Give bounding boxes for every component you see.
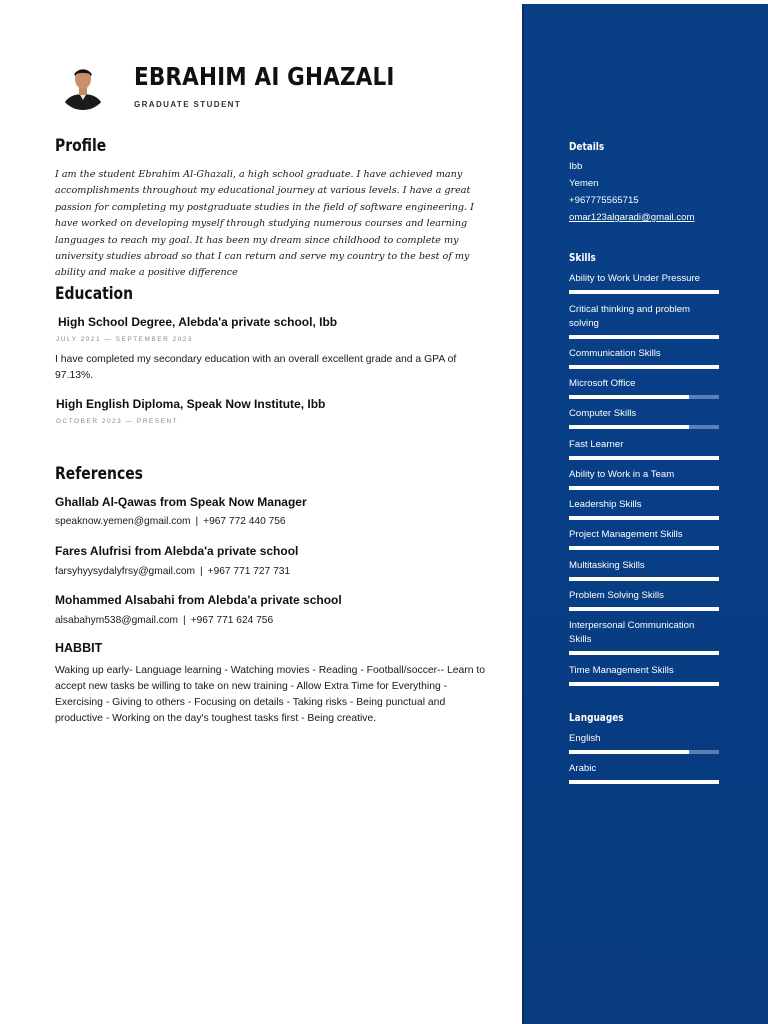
skill-label: Fast Learner [569,439,624,450]
person-photo-icon [58,60,108,110]
skill-label: Computer Skills [569,408,637,419]
skill-level-bar [569,516,719,520]
education-heading: Education [55,284,134,304]
details-country: Yemen [569,178,599,189]
skill-item [569,589,719,611]
skill-item [569,619,719,655]
language-level-fill [569,780,719,784]
skill-item [569,377,719,399]
separator: | [195,516,199,527]
education-item-title: High School Degree, Alebda'a private school, Ibb [58,315,338,329]
skill-label: Interpersonal Communication Skills [569,620,695,645]
language-level-fill [569,750,689,754]
profile-heading: Profile [55,136,107,156]
details-city: Ibb [569,161,583,172]
skill-level-bar [569,486,719,490]
skill-level-bar [569,577,719,581]
skill-label: Communication Skills [569,348,661,359]
reference-contact [55,516,286,527]
skill-item [569,303,719,339]
skill-level-bar [569,607,719,611]
language-item [569,732,719,754]
skills-heading: Skills [569,252,596,264]
reference-name: Mohammed Alsabahi from Alebda'a private school [55,593,342,607]
reference-email[interactable]: farsyhyysydalyfrsy@gmail.com [55,566,195,577]
skill-level-fill [569,577,719,581]
separator: | [199,566,203,577]
skill-item [569,664,719,686]
skill-label: Leadership Skills [569,499,642,510]
skill-label: Problem Solving Skills [569,590,664,601]
skill-label: Microsoft Office [569,378,636,389]
separator: | [183,615,186,626]
skill-item [569,528,719,550]
skill-label: Critical thinking and problem solving [569,304,691,329]
language-level-bar [569,780,719,784]
skill-level-fill [569,290,719,294]
skill-level-bar [569,651,719,655]
language-item [569,762,719,784]
languages-heading: Languages [569,712,624,724]
language-label: Arabic [569,763,597,774]
skill-level-bar [569,365,719,369]
skill-label: Time Management Skills [569,665,674,676]
skill-level-bar [569,456,719,460]
avatar [58,60,108,110]
skill-label: Project Management Skills [569,529,683,540]
skill-level-fill [569,546,719,550]
skill-level-fill [569,486,719,490]
skill-level-bar [569,682,719,686]
skill-level-fill [569,365,719,369]
habbit-heading: HABBIT [55,641,103,655]
skill-level-fill [569,456,719,460]
reference-email[interactable]: speaknow.yemen@gmail.com [55,516,191,527]
language-level-bar [569,750,719,754]
education-item-description: I have completed my secondary education with an overall excellent grade and a GPA of 97.13%. [55,354,457,381]
skill-label: Ability to Work in a Team [569,469,675,480]
reference-name: Ghallab Al-Qawas from Speak Now Manager [55,495,307,509]
skill-level-fill [569,516,719,520]
skill-level-bar [569,395,719,399]
reference-phone: +967 771 727 731 [207,566,291,577]
education-item-title: High English Diploma, Speak Now Institute, Ibb [56,397,326,411]
skill-item [569,438,719,460]
skill-level-fill [569,335,719,339]
skill-level-bar [569,425,719,429]
skill-level-fill [569,395,689,399]
resume-subtitle: GRADUATE STUDENT [134,100,242,109]
reference-phone: +967 771 624 756 [190,615,274,626]
skill-item [569,468,719,490]
habbit-text: Waking up early- Language learning - Watching movies - Reading - Football/soccer-- Learn to accept new tasks be willing to take on new training - Allow Extra Time for Everything - Exercising - Giving to others - Focusing on details - Taking risks - Being punctual and productive - Working on the day's toughest tasks first - Being creative. [55,665,486,724]
reference-email[interactable]: alsabahym538@gmail.com [55,615,179,626]
skill-item [569,498,719,520]
resume-header [58,58,498,114]
references-heading: References [55,464,143,484]
skill-label: Ability to Work Under Pressure [569,273,700,284]
details-phone: +967775565715 [569,195,639,206]
details-email-link[interactable]: omar123algaradi@gmail.com [569,212,695,223]
profile-text: I am the student Ebrahim Al-Ghazali, a high school graduate. I have achieved many accomplishments throughout my educational journey at various levels. I have a great passion for completing my postgraduate studies in the field of software engineering. I have worked on developing myself through studying numerous courses and learning languages to reach my goal. It has been my dream since childhood to complete my university studies abroad so that I can return and serve my country to the best of my ability and make a positive difference [55,169,474,279]
resume-name: EBRAHIM AI GHAZALI [134,62,395,91]
skill-level-fill [569,607,719,611]
reference-phone: +967 772 440 756 [203,516,286,527]
education-item-date: JULY 2021 — SEPTEMBER 2023 [56,336,194,343]
reference-contact [55,566,290,577]
details-heading: Details [569,141,605,153]
skill-level-fill [569,682,719,686]
skill-level-bar [569,335,719,339]
education-item-date: OCTOBER 2023 — PRESENT [56,418,179,425]
skill-item [569,559,719,581]
sidebar [522,4,768,1024]
reference-contact [55,615,273,626]
skill-level-bar [569,290,719,294]
skill-label: Multitasking Skills [569,560,645,571]
skill-item [569,347,719,369]
skill-level-fill [569,425,689,429]
language-label: English [569,733,601,744]
skill-item [569,407,719,429]
skill-item [569,272,719,294]
skill-level-fill [569,651,719,655]
skill-level-bar [569,546,719,550]
reference-name: Fares Alufrisi from Alebda'a private school [55,544,299,558]
